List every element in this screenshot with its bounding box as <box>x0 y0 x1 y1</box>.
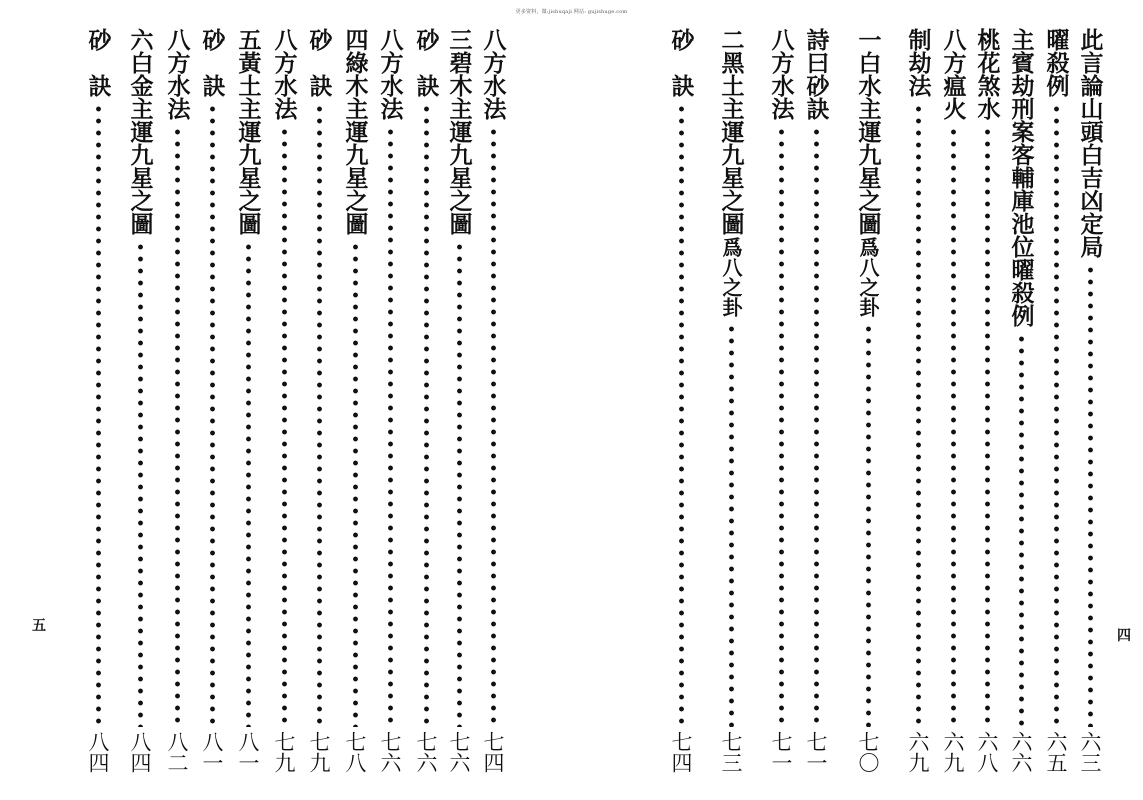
toc-entry <box>968 28 1006 773</box>
dot-leader <box>679 103 684 727</box>
toc-entry <box>934 28 972 773</box>
toc-page-number: 七六 <box>414 731 439 773</box>
toc-title: 此言論山頭白吉凶定局 <box>1076 28 1104 258</box>
toc-entry <box>474 28 512 773</box>
toc-entry <box>265 28 303 773</box>
dot-leader <box>424 103 429 727</box>
toc-page-number: 七八 <box>343 731 368 773</box>
toc-page-number: 七三 <box>719 731 744 773</box>
toc-page-number: 六六 <box>1009 731 1034 773</box>
toc-entry <box>121 28 159 773</box>
dot-leader <box>1019 333 1024 727</box>
toc-page-number: 七四 <box>481 731 506 773</box>
dot-leader <box>951 126 956 727</box>
toc-entry <box>158 28 196 773</box>
toc-title: 砂 訣 <box>198 28 226 97</box>
toc-entry <box>440 28 478 773</box>
toc-entry <box>662 28 700 773</box>
dot-leader <box>388 126 393 727</box>
toc-title: 砂 訣 <box>412 28 440 97</box>
dot-leader <box>210 103 215 727</box>
toc-page-number: 八二 <box>165 731 190 773</box>
toc-entry <box>762 28 800 773</box>
toc-title: 三碧木主運九星之圖 <box>445 28 473 235</box>
toc-note: 爲八之卦 <box>719 237 743 317</box>
dot-leader <box>1088 264 1093 727</box>
toc-title: 八方瘟火 <box>939 28 967 120</box>
toc-page-number: 六八 <box>975 731 1000 773</box>
dot-leader <box>138 241 143 727</box>
toc-entry <box>193 28 231 773</box>
toc-title: 五黃土主運九星之圖 <box>234 28 262 235</box>
toc-title: 砂 訣 <box>667 28 695 97</box>
dot-leader <box>779 126 784 727</box>
toc-title: 曜殺例 <box>1042 28 1070 97</box>
dot-leader <box>96 103 101 727</box>
toc-page-number: 七〇 <box>856 731 881 773</box>
right-page <box>571 0 1143 800</box>
toc-entry <box>1071 28 1109 773</box>
dot-leader <box>246 241 251 727</box>
toc-title: 制劫法 <box>904 28 932 97</box>
dot-leader <box>317 103 322 727</box>
toc-page-number: 七九 <box>272 731 297 773</box>
toc-page-number: 六五 <box>1044 731 1069 773</box>
left-page <box>0 0 571 800</box>
toc-page-number: 六九 <box>906 731 931 773</box>
toc-entry <box>899 28 937 773</box>
toc-page-number: 八一 <box>236 731 261 773</box>
toc-entry <box>1037 28 1075 773</box>
toc-entry <box>712 28 750 773</box>
toc-page-number: 八四 <box>86 731 111 773</box>
toc-entry <box>407 28 445 773</box>
dot-leader <box>175 126 180 727</box>
dot-leader <box>866 323 871 727</box>
page-number-label: 四 <box>1117 628 1131 644</box>
dot-leader <box>916 103 921 727</box>
toc-title: 四綠木主運九星之圖 <box>341 28 369 235</box>
dot-leader <box>353 241 358 727</box>
toc-title: 八方水法 <box>163 28 191 120</box>
dot-leader <box>457 241 462 727</box>
dot-leader <box>491 126 496 727</box>
toc-page-number: 八四 <box>128 731 153 773</box>
toc-entry <box>300 28 338 773</box>
page-number-label: 五 <box>32 618 46 634</box>
toc-title: 詩曰砂訣 <box>802 28 830 120</box>
dot-leader <box>985 126 990 727</box>
header-watermark: 更多资料，微:jishuqaji 网站: gujishuge.com <box>515 9 628 15</box>
toc-entry <box>229 28 267 773</box>
toc-title: 六白金主運九星之圖 <box>126 28 154 235</box>
toc-title: 八方水法 <box>270 28 298 120</box>
toc-page-number: 七四 <box>669 731 694 773</box>
toc-title: 主賓劫刑案客輔庫池位曜殺例 <box>1007 28 1035 327</box>
toc-title: 二黑土主運九星之圖 <box>717 28 745 235</box>
toc-title: 八方水法 <box>376 28 404 120</box>
dot-leader <box>814 126 819 727</box>
toc-title: 一白水主運九星之圖 <box>854 28 882 235</box>
toc-page-number: 六九 <box>941 731 966 773</box>
toc-entry <box>797 28 835 773</box>
dot-leader <box>729 323 734 727</box>
toc-entry <box>79 28 117 773</box>
toc-page-number: 七九 <box>307 731 332 773</box>
dot-leader <box>282 126 287 727</box>
toc-entry <box>336 28 374 773</box>
toc-entry <box>371 28 409 773</box>
toc-title: 八方水法 <box>767 28 795 120</box>
dot-leader <box>1054 103 1059 727</box>
toc-page-number: 八一 <box>200 731 225 773</box>
toc-page-number: 七一 <box>804 731 829 773</box>
toc-page-number: 七六 <box>378 731 403 773</box>
toc-title: 砂 訣 <box>305 28 333 97</box>
toc-title: 砂 訣 <box>84 28 112 97</box>
toc-page-number: 六三 <box>1078 731 1103 773</box>
toc-page-number: 七六 <box>447 731 472 773</box>
toc-entry <box>849 28 887 773</box>
toc-page-number: 七一 <box>769 731 794 773</box>
toc-title: 桃花煞水 <box>973 28 1001 120</box>
toc-note: 爲八之卦 <box>856 237 880 317</box>
toc-entry <box>1002 28 1040 773</box>
toc-title: 八方水法 <box>479 28 507 120</box>
